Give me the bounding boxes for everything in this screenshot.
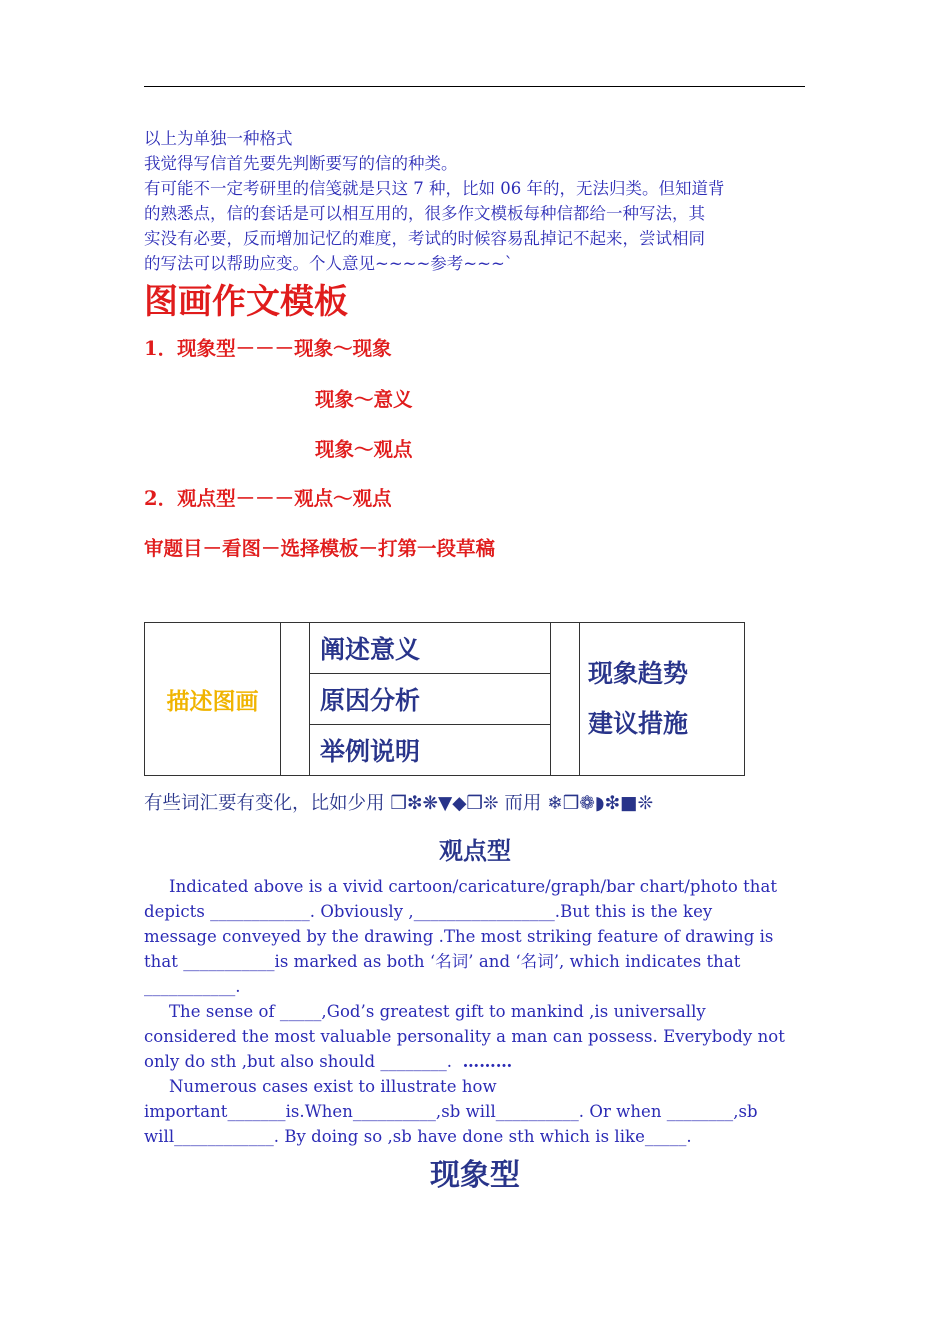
procedure-line: 审题目－看图－选择模板－打第一段草稿 — [144, 537, 496, 560]
structure-table — [144, 622, 745, 776]
cell-spacer — [551, 623, 580, 776]
para-line: depicts ____________. Obviously ,_________________.But this is the key — [144, 902, 713, 921]
para-line: considered the most valuable personality a man can possess. Everybody not — [144, 1027, 785, 1046]
intro-line: 以上为单独一种格式 — [144, 129, 293, 148]
cell-examples: 举例说明 — [310, 725, 551, 776]
para-line: message conveyed by the drawing .The most striking feature of drawing is — [144, 927, 774, 946]
page-title: 图画作文模板 — [144, 282, 348, 322]
intro-line: 实没有必要，反而增加记忆的难度，考试的时候容易乱掉记不起来，尝试相同 — [144, 229, 705, 248]
type-line: 1．现象型－－－现象～现象 — [144, 337, 392, 360]
para-line: only do sth ,but also should ________. — [144, 1052, 453, 1071]
section-heading: 现象型 — [430, 1158, 520, 1193]
intro-line: 的熟悉点，信的套话是可以相互用的，很多作文模板每种信都给一种写法，其 — [144, 204, 705, 223]
para-line: ___________. — [144, 977, 241, 996]
cell-trend: 现象趋势 — [588, 659, 689, 688]
vocab-note: 有些词汇要有变化，比如少用 ❒❇❋▼◆❒❊ 而用 ❄❒❁◗❇■❊ — [144, 793, 654, 814]
template-paragraph-1 — [144, 874, 804, 1149]
intro-paragraph — [144, 126, 809, 276]
type-line: 2．观点型－－－观点～观点 — [144, 487, 392, 510]
header-rule — [144, 86, 805, 87]
para-line: that ___________is marked as both ‘名词’ and ‘名词’, which indicates that — [144, 952, 741, 971]
type-line: 现象～意义 — [315, 388, 413, 411]
cell-describe: 描述图画 — [145, 623, 281, 776]
intro-line: 我觉得写信首先要先判断要写的信的种类。 — [144, 154, 458, 173]
para-line: important_______is.When__________,sb will__________. Or when ________,sb — [144, 1102, 758, 1121]
intro-line: 有可能不一定考研里的信笺就是只这 7 种，比如 06 年的，无法归类。但知道背 — [144, 179, 725, 198]
para-line: will____________. By doing so ,sb have done sth which is like_____. — [144, 1127, 692, 1146]
cell-meaning: 阐述意义 — [310, 623, 551, 674]
cell-suggestion: 建议措施 — [588, 709, 689, 738]
cell-reasons: 原因分析 — [310, 674, 551, 725]
intro-line: 的写法可以帮助应变。个人意见~~~~参考~~~` — [144, 254, 514, 273]
para-line: Numerous cases exist to illustrate how — [169, 1077, 497, 1096]
para-line: Indicated above is a vivid cartoon/caricature/graph/bar chart/photo that — [169, 877, 778, 896]
para-line: The sense of _____,God’s greatest gift to mankind ,is universally — [169, 1002, 706, 1021]
ellipsis: ……… — [462, 1052, 513, 1071]
type-line: 现象～观点 — [315, 438, 413, 461]
cell-right — [580, 623, 745, 776]
cell-spacer — [281, 623, 310, 776]
para-line-with-dots — [144, 1049, 804, 1074]
section-heading: 观点型 — [439, 836, 511, 865]
